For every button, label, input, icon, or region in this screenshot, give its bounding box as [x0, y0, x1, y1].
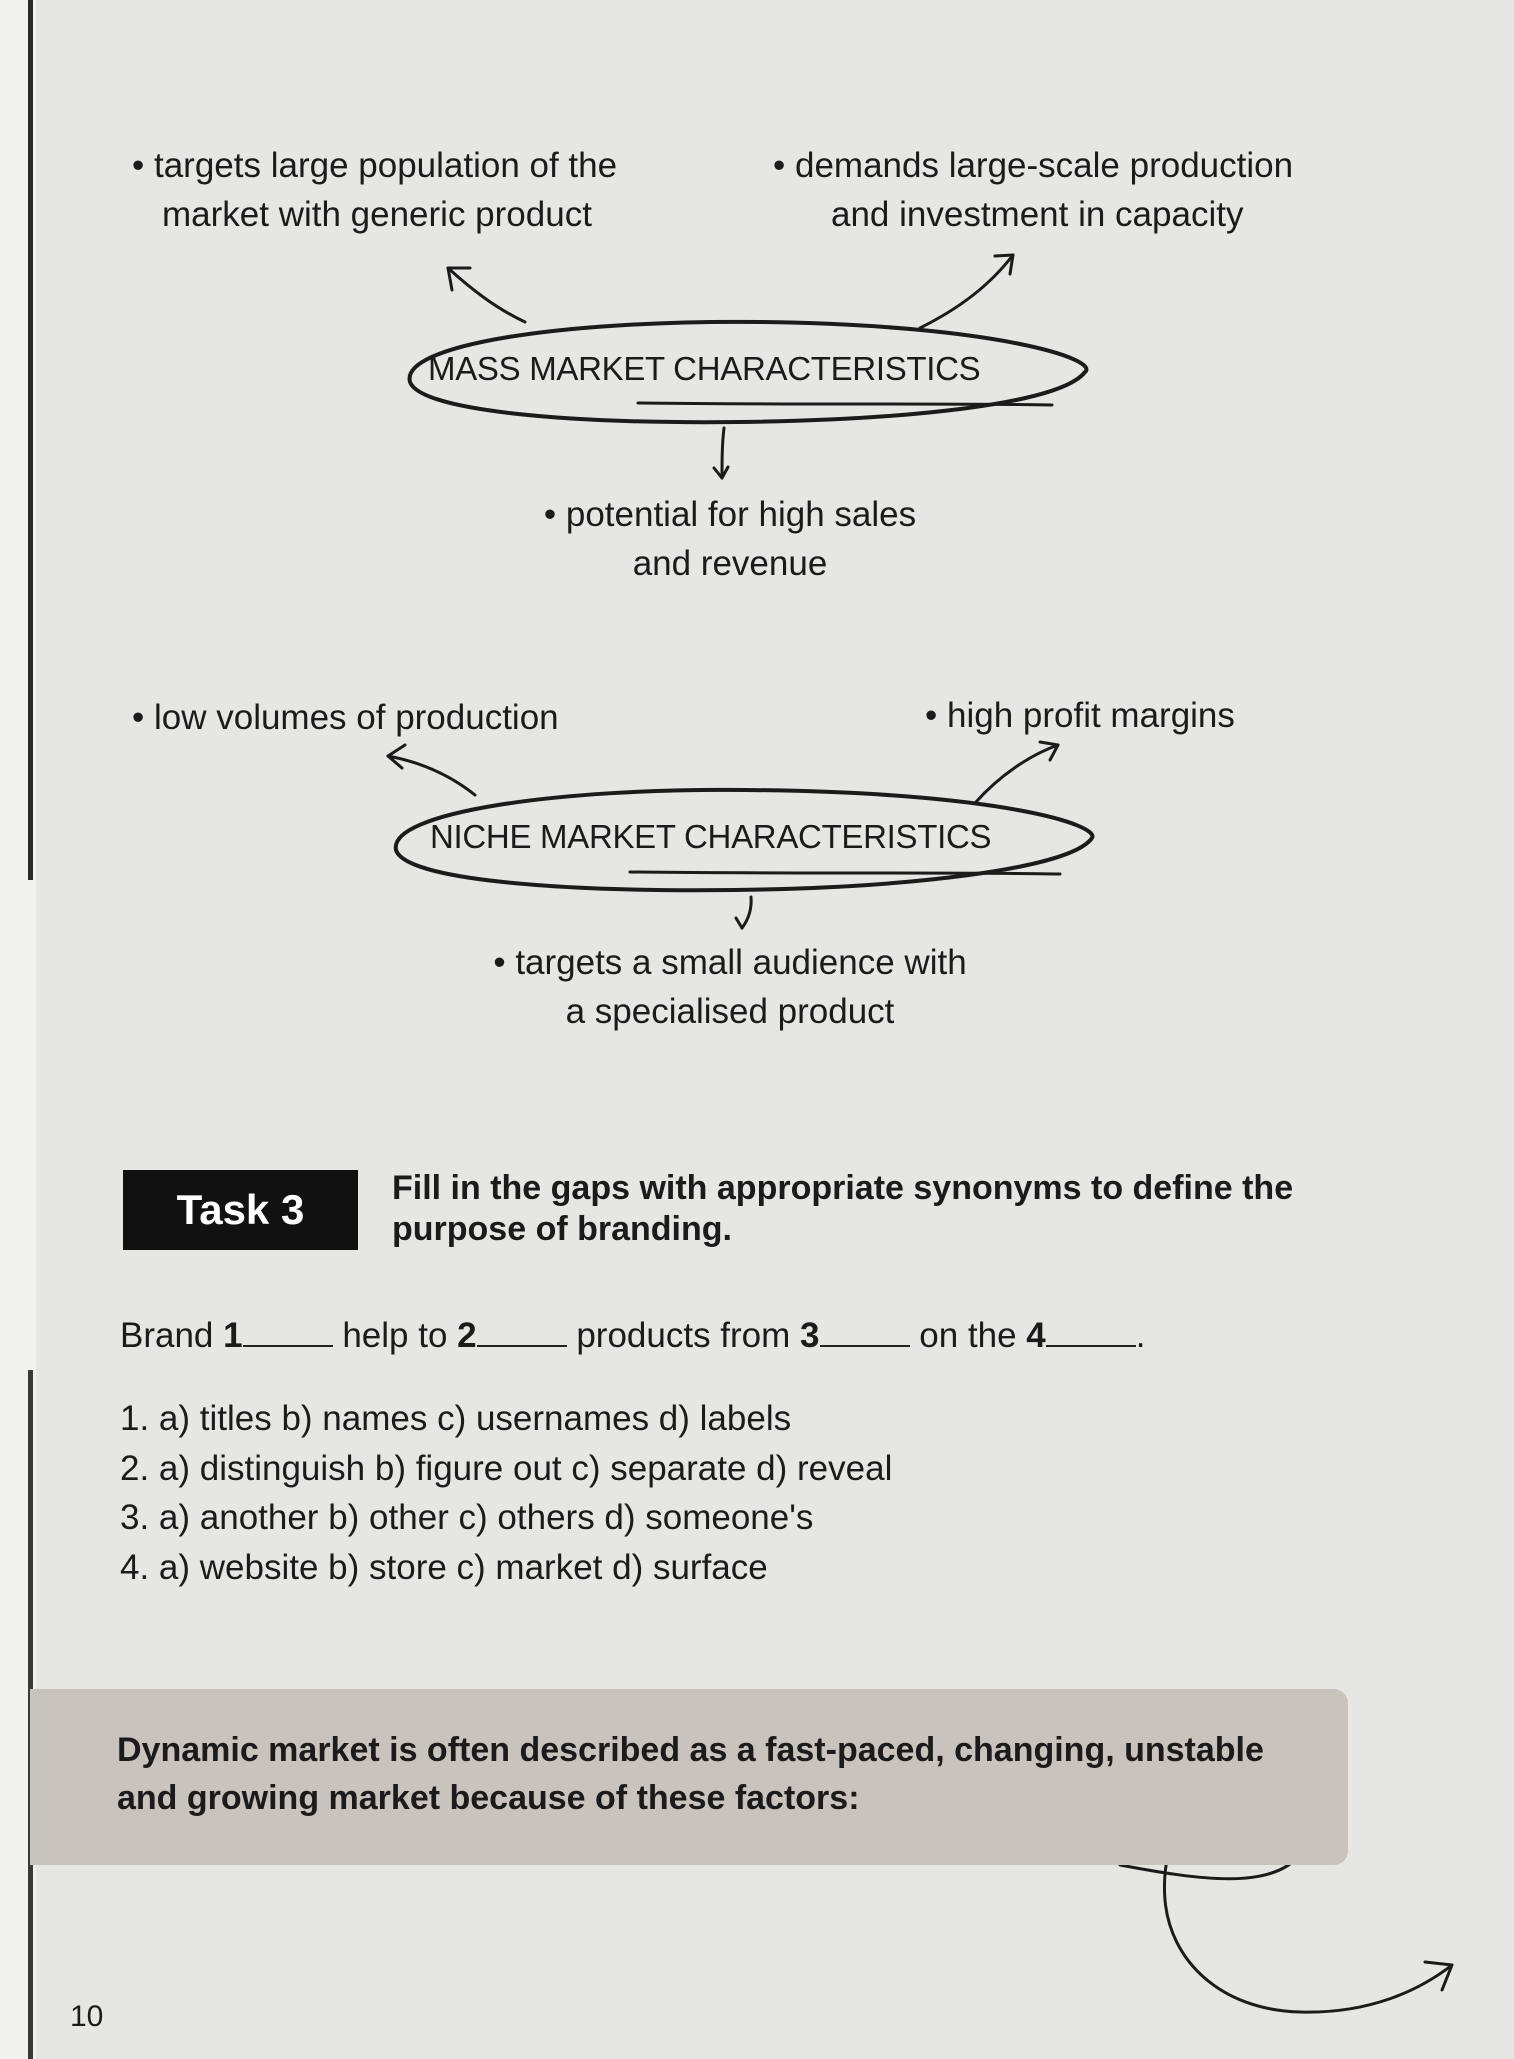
- niche-bottom-note: [460, 938, 1000, 1036]
- mass-left-line1: • targets large population of the: [132, 141, 617, 190]
- mass-right-line2: and investment in capacity: [831, 195, 1244, 234]
- niche-market-title: NICHE MARKET CHARACTERISTICS: [430, 818, 992, 855]
- niche-right-note: • high profit margins: [925, 691, 1235, 740]
- mass-market-underline: [638, 403, 1052, 405]
- arrow-up-right-mass: [920, 255, 1013, 328]
- mass-left-note: [132, 141, 617, 239]
- mass-right-note: [773, 141, 1293, 239]
- arrow-up-right-niche: [975, 745, 1058, 803]
- mass-market-title: MASS MARKET CHARACTERISTICS: [428, 350, 981, 387]
- option-row: 4. a) website b) store c) market d) surface: [120, 1547, 768, 1587]
- niche-bottom-line2: a specialised product: [565, 992, 895, 1031]
- niche-left-note: • low volumes of production: [132, 693, 559, 742]
- arrow-up-left-niche: [388, 756, 475, 795]
- option-row: 1. a) titles b) names c) usernames d) labels: [120, 1399, 792, 1438]
- mass-right-line1: • demands large-scale production: [773, 141, 1293, 190]
- task-badge: Task 3: [123, 1170, 358, 1250]
- gap-blank-1[interactable]: [243, 1317, 333, 1347]
- gap-number: 1: [223, 1316, 243, 1355]
- gap-text: help to: [332, 1316, 458, 1355]
- arrow-down-mass: [722, 428, 724, 478]
- gap-number: 3: [800, 1316, 820, 1355]
- gap-text: Brand: [120, 1316, 224, 1355]
- callout-text: Dynamic market is often described as a fast-paced, changing, unstable and growing market because of these factors:: [117, 1731, 1264, 1817]
- gap-blank-2[interactable]: [477, 1317, 567, 1347]
- arrow-down-niche: [742, 897, 751, 928]
- niche-bottom-line1: • targets a small audience with: [460, 938, 1000, 987]
- gap-sentence: [120, 1311, 1145, 1360]
- mass-left-line2: market with generic product: [162, 195, 592, 234]
- gap-text: products from: [566, 1316, 801, 1355]
- gap-number: 4: [1026, 1316, 1046, 1355]
- gap-blank-3[interactable]: [820, 1317, 910, 1347]
- answer-options: [120, 1394, 892, 1592]
- niche-market-underline: [630, 872, 1060, 874]
- mass-bottom-line1: • potential for high sales: [500, 490, 960, 539]
- mass-bottom-line2: and revenue: [632, 544, 828, 583]
- task-instruction: Fill in the gaps with appropriate synonyms to define the purpose of branding.: [392, 1169, 1294, 1248]
- mass-bottom-note: [500, 490, 960, 588]
- gap-text: on the: [909, 1316, 1027, 1355]
- option-row: 3. a) another b) other c) others d) someone's: [120, 1498, 814, 1537]
- gap-blank-4[interactable]: [1046, 1317, 1136, 1347]
- page-number: 10: [70, 2000, 104, 2033]
- gap-text: .: [1135, 1316, 1146, 1355]
- option-row: 2. a) distinguish b) figure out c) separate d) reveal: [120, 1448, 893, 1488]
- arrow-up-left-mass: [448, 268, 525, 322]
- gap-number: 2: [457, 1316, 477, 1355]
